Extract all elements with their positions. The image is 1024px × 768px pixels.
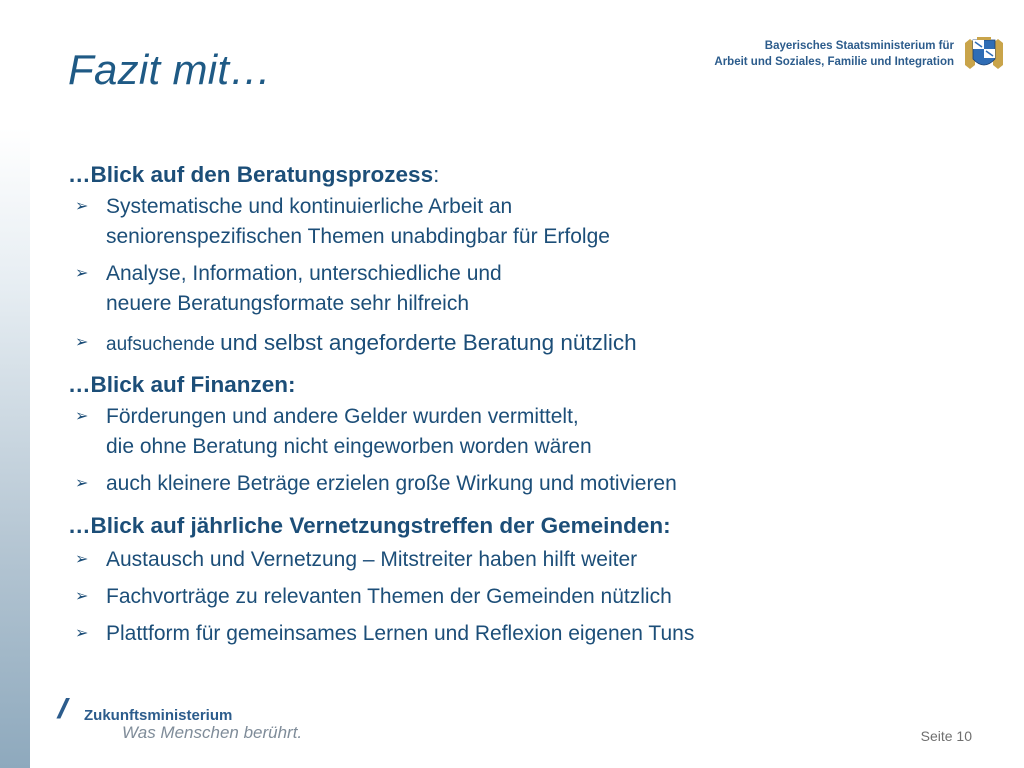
content-area [68, 160, 968, 649]
arrow-bullet-icon: ➢ [75, 551, 89, 568]
zukunftsministerium-logo [58, 693, 358, 753]
arrow-bullet-icon: ➢ [75, 198, 89, 215]
logo-slogan: Was Menschen berührt. [122, 723, 303, 742]
ministry-logo-text [714, 38, 954, 70]
list-item [75, 259, 968, 319]
list-item [75, 582, 968, 612]
logo-slashes: // [58, 693, 62, 724]
list-item [75, 402, 968, 462]
bullet-text: Plattform für gemeinsames Lernen und Reflexion eigenen Tuns [106, 622, 695, 645]
bullet-line: seniorenspezifischen Themen unabdingbar für Erfolge [106, 225, 610, 248]
arrow-bullet-icon: ➢ [75, 475, 89, 492]
bullet-line: neuere Beratungsformate sehr hilfreich [106, 292, 470, 315]
bullet-text: Austausch und Vernetzung – Mitstreiter haben hilft weiter [106, 548, 638, 571]
bullet-text: auch kleinere Beträge erzielen große Wirkung und motivieren [106, 472, 677, 495]
bullet-text-large: und selbst angeforderte Beratung nützlich [220, 330, 637, 355]
arrow-bullet-icon: ➢ [75, 334, 89, 351]
bullet-text: Fachvorträge zu relevanten Themen der Gemeinden nützlich [106, 585, 672, 608]
list-item [75, 328, 968, 360]
arrow-bullet-icon: ➢ [75, 265, 89, 282]
ministry-line-2: Arbeit und Soziales, Familie und Integration [714, 56, 954, 68]
section-heading-text: …Blick auf den Beratungsprozess [68, 162, 434, 187]
arrow-bullet-icon: ➢ [75, 588, 89, 605]
arrow-bullet-icon: ➢ [75, 625, 89, 642]
ministry-line-1: Bayerisches Staatsministerium für [764, 40, 954, 52]
logo-name: Zukunftsministerium [84, 707, 233, 724]
section-heading-finanzen: …Blick auf Finanzen: [68, 372, 296, 397]
bullet-line: Analyse, Information, unterschiedliche und [106, 262, 502, 285]
bullet-line: Förderungen und andere Gelder wurden vermittelt, [106, 405, 579, 428]
list-item [75, 192, 968, 252]
arrow-bullet-icon: ➢ [75, 408, 89, 425]
bullet-list-beratungsprozess [68, 192, 968, 360]
list-item [75, 469, 968, 499]
list-item [75, 545, 968, 575]
bullet-text-small: aufsuchende [106, 334, 221, 355]
side-gradient-band [0, 128, 30, 768]
page-number: Seite 10 [920, 728, 972, 744]
section-heading-colon: : [433, 162, 440, 187]
slide-title: Fazit mit… [68, 46, 272, 93]
bullet-list-finanzen [68, 402, 968, 499]
bullet-line: Systematische und kontinuierliche Arbeit an [106, 195, 513, 218]
section-heading-beratungsprozess [68, 160, 968, 190]
list-item [75, 619, 968, 649]
bavarian-coat-of-arms-icon [961, 37, 1007, 71]
section-heading-vernetzungstreffen: …Blick auf jährliche Vernetzungstreffen der Gemeinden: [68, 513, 671, 538]
bullet-list-vernetzungstreffen [68, 545, 968, 649]
bullet-line: die ohne Beratung nicht eingeworben worden wären [106, 435, 592, 458]
